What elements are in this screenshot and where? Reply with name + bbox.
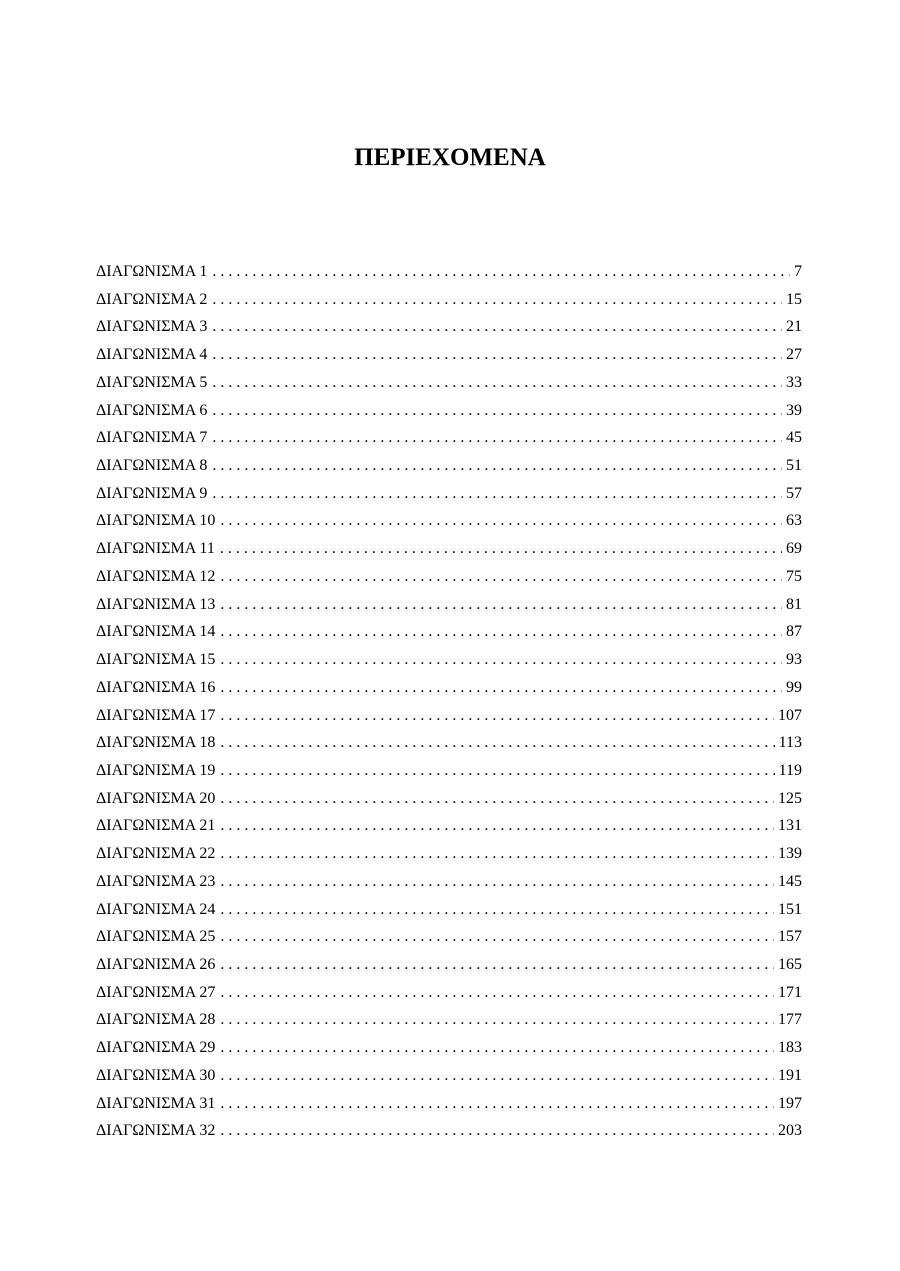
toc-entry[interactable] xyxy=(96,840,802,868)
toc-entry-label: ΔΙΑΓΩΝΙΣΜΑ 31 xyxy=(96,1094,216,1112)
toc-entry[interactable] xyxy=(96,424,802,452)
toc-entry[interactable] xyxy=(96,757,802,785)
toc-entry-page-number: 81 xyxy=(786,595,802,613)
toc-entry-label: ΔΙΑΓΩΝΙΣΜΑ 23 xyxy=(96,872,216,890)
toc-entry-page-number: 113 xyxy=(778,734,802,752)
toc-entry[interactable] xyxy=(96,674,802,702)
toc-dot-leader xyxy=(220,1062,774,1090)
toc-entry-label: ΔΙΑΓΩΝΙΣΜΑ 6 xyxy=(96,401,208,419)
toc-entry-page-number: 27 xyxy=(786,346,802,364)
toc-dot-leader xyxy=(220,812,774,840)
toc-dot-leader xyxy=(220,785,774,813)
toc-entry[interactable] xyxy=(96,702,802,730)
toc-entry-label: ΔΙΑΓΩΝΙΣΜΑ 17 xyxy=(96,706,216,724)
toc-entry[interactable] xyxy=(96,1090,802,1118)
toc-dot-leader xyxy=(220,1117,774,1145)
toc-entry-page-number: 157 xyxy=(778,928,802,946)
toc-dot-leader xyxy=(220,1090,774,1118)
toc-dot-leader xyxy=(220,535,782,563)
toc-entry[interactable] xyxy=(96,1062,802,1090)
page-title: ΠΕΡΙΕΧΟΜΕΝΑ xyxy=(354,144,546,171)
toc-dot-leader xyxy=(212,369,782,397)
toc-entry-page-number: 183 xyxy=(778,1039,802,1057)
toc-entry[interactable] xyxy=(96,535,802,563)
toc-dot-leader xyxy=(220,923,774,951)
toc-entry-label: ΔΙΑΓΩΝΙΣΜΑ 3 xyxy=(96,318,208,336)
toc-dot-leader xyxy=(220,618,782,646)
toc-entry[interactable] xyxy=(96,1034,802,1062)
toc-dot-leader xyxy=(212,313,782,341)
toc-entry-label: ΔΙΑΓΩΝΙΣΜΑ 26 xyxy=(96,955,216,973)
toc-entry-page-number: 177 xyxy=(778,1011,802,1029)
toc-entry-page-number: 165 xyxy=(778,955,802,973)
toc-entry-page-number: 107 xyxy=(778,706,802,724)
toc-entry-label: ΔΙΑΓΩΝΙΣΜΑ 11 xyxy=(96,540,215,558)
toc-entry-page-number: 203 xyxy=(778,1122,802,1140)
toc-entry-page-number: 93 xyxy=(786,651,802,669)
toc-entry-label: ΔΙΑΓΩΝΙΣΜΑ 10 xyxy=(96,512,216,530)
toc-dot-leader xyxy=(220,646,782,674)
toc-entry-page-number: 145 xyxy=(778,872,802,890)
toc-dot-leader xyxy=(212,341,782,369)
toc-entry-page-number: 69 xyxy=(786,540,802,558)
toc-entry[interactable] xyxy=(96,1117,802,1145)
toc-dot-leader xyxy=(212,452,782,480)
toc-entry-page-number: 51 xyxy=(786,457,802,475)
toc-entry-page-number: 125 xyxy=(778,789,802,807)
toc-entry-page-number: 99 xyxy=(786,678,802,696)
toc-dot-leader xyxy=(220,840,774,868)
toc-entry[interactable] xyxy=(96,979,802,1007)
toc-entry-page-number: 63 xyxy=(786,512,802,530)
toc-entry[interactable] xyxy=(96,313,802,341)
toc-entry-label: ΔΙΑΓΩΝΙΣΜΑ 13 xyxy=(96,595,216,613)
toc-dot-leader xyxy=(220,896,774,924)
toc-entry[interactable] xyxy=(96,286,802,314)
toc-entry[interactable] xyxy=(96,923,802,951)
toc-entry[interactable] xyxy=(96,452,802,480)
toc-entry-page-number: 191 xyxy=(778,1066,802,1084)
toc-entry[interactable] xyxy=(96,785,802,813)
toc-entry-page-number: 33 xyxy=(786,373,802,391)
toc-dot-leader xyxy=(220,702,774,730)
toc-entry-label: ΔΙΑΓΩΝΙΣΜΑ 7 xyxy=(96,429,208,447)
toc-entry-label: ΔΙΑΓΩΝΙΣΜΑ 12 xyxy=(96,567,216,585)
toc-entry[interactable] xyxy=(96,646,802,674)
toc-entry-label: ΔΙΑΓΩΝΙΣΜΑ 20 xyxy=(96,789,216,807)
toc-entry-page-number: 21 xyxy=(786,318,802,336)
toc-entry-label: ΔΙΑΓΩΝΙΣΜΑ 18 xyxy=(96,734,216,752)
toc-entry-label: ΔΙΑΓΩΝΙΣΜΑ 28 xyxy=(96,1011,216,1029)
toc-dot-leader xyxy=(220,563,782,591)
toc-entry[interactable] xyxy=(96,618,802,646)
toc-entry-page-number: 39 xyxy=(786,401,802,419)
toc-entry-label: ΔΙΑΓΩΝΙΣΜΑ 27 xyxy=(96,983,216,1001)
toc-entry[interactable] xyxy=(96,896,802,924)
toc-entry-page-number: 171 xyxy=(778,983,802,1001)
toc-entry-label: ΔΙΑΓΩΝΙΣΜΑ 22 xyxy=(96,845,216,863)
toc-dot-leader xyxy=(220,729,774,757)
toc-entry-label: ΔΙΑΓΩΝΙΣΜΑ 24 xyxy=(96,900,216,918)
toc-entry-label: ΔΙΑΓΩΝΙΣΜΑ 2 xyxy=(96,290,208,308)
toc-dot-leader xyxy=(220,868,774,896)
toc-dot-leader xyxy=(212,286,782,314)
toc-entry-label: ΔΙΑΓΩΝΙΣΜΑ 9 xyxy=(96,484,208,502)
toc-entry-page-number: 131 xyxy=(778,817,802,835)
toc-entry[interactable] xyxy=(96,591,802,619)
toc-entry-label: ΔΙΑΓΩΝΙΣΜΑ 8 xyxy=(96,457,208,475)
toc-entry[interactable] xyxy=(96,951,802,979)
toc-dot-leader xyxy=(212,424,782,452)
toc-entry[interactable] xyxy=(96,397,802,425)
toc-entry[interactable] xyxy=(96,563,802,591)
toc-dot-leader xyxy=(220,507,782,535)
toc-entry-page-number: 139 xyxy=(778,845,802,863)
toc-dot-leader xyxy=(220,951,774,979)
table-of-contents xyxy=(96,258,802,1145)
toc-dot-leader xyxy=(212,397,782,425)
toc-entry-page-number: 119 xyxy=(778,761,802,779)
toc-entry-label: ΔΙΑΓΩΝΙΣΜΑ 1 xyxy=(96,263,208,280)
toc-entry-label: ΔΙΑΓΩΝΙΣΜΑ 5 xyxy=(96,373,208,391)
toc-dot-leader xyxy=(220,979,774,1007)
toc-entry-label: ΔΙΑΓΩΝΙΣΜΑ 29 xyxy=(96,1039,216,1057)
toc-entry-label: ΔΙΑΓΩΝΙΣΜΑ 19 xyxy=(96,761,216,779)
toc-entry-label: ΔΙΑΓΩΝΙΣΜΑ 30 xyxy=(96,1066,216,1084)
toc-dot-leader xyxy=(212,480,782,508)
toc-dot-leader xyxy=(220,591,782,619)
toc-entry[interactable] xyxy=(96,341,802,369)
toc-entry-page-number: 197 xyxy=(778,1094,802,1112)
toc-entry-label: ΔΙΑΓΩΝΙΣΜΑ 14 xyxy=(96,623,216,641)
toc-entry-label: ΔΙΑΓΩΝΙΣΜΑ 4 xyxy=(96,346,208,364)
toc-entry[interactable] xyxy=(96,480,802,508)
toc-entry-label: ΔΙΑΓΩΝΙΣΜΑ 21 xyxy=(96,817,216,835)
toc-entry[interactable] xyxy=(96,729,802,757)
toc-entry-label: ΔΙΑΓΩΝΙΣΜΑ 16 xyxy=(96,678,216,696)
toc-entry-page-number: 7 xyxy=(794,263,802,280)
toc-entry-page-number: 75 xyxy=(786,567,802,585)
toc-entry[interactable] xyxy=(96,868,802,896)
toc-dot-leader xyxy=(220,757,774,785)
toc-entry-page-number: 15 xyxy=(786,290,802,308)
toc-entry-label: ΔΙΑΓΩΝΙΣΜΑ 15 xyxy=(96,651,216,669)
toc-entry[interactable] xyxy=(96,369,802,397)
toc-dot-leader xyxy=(220,674,782,702)
toc-entry-page-number: 87 xyxy=(786,623,802,641)
toc-entry[interactable] xyxy=(96,507,802,535)
toc-entry-page-number: 151 xyxy=(778,900,802,918)
toc-entry-page-number: 57 xyxy=(786,484,802,502)
toc-entry[interactable] xyxy=(96,812,802,840)
toc-entry[interactable] xyxy=(96,258,802,286)
toc-entry-label: ΔΙΑΓΩΝΙΣΜΑ 32 xyxy=(96,1122,216,1140)
toc-dot-leader xyxy=(212,258,790,286)
toc-entry[interactable] xyxy=(96,1006,802,1034)
toc-entry-page-number: 45 xyxy=(786,429,802,447)
toc-dot-leader xyxy=(220,1034,774,1062)
toc-dot-leader xyxy=(220,1006,774,1034)
toc-entry-label: ΔΙΑΓΩΝΙΣΜΑ 25 xyxy=(96,928,216,946)
